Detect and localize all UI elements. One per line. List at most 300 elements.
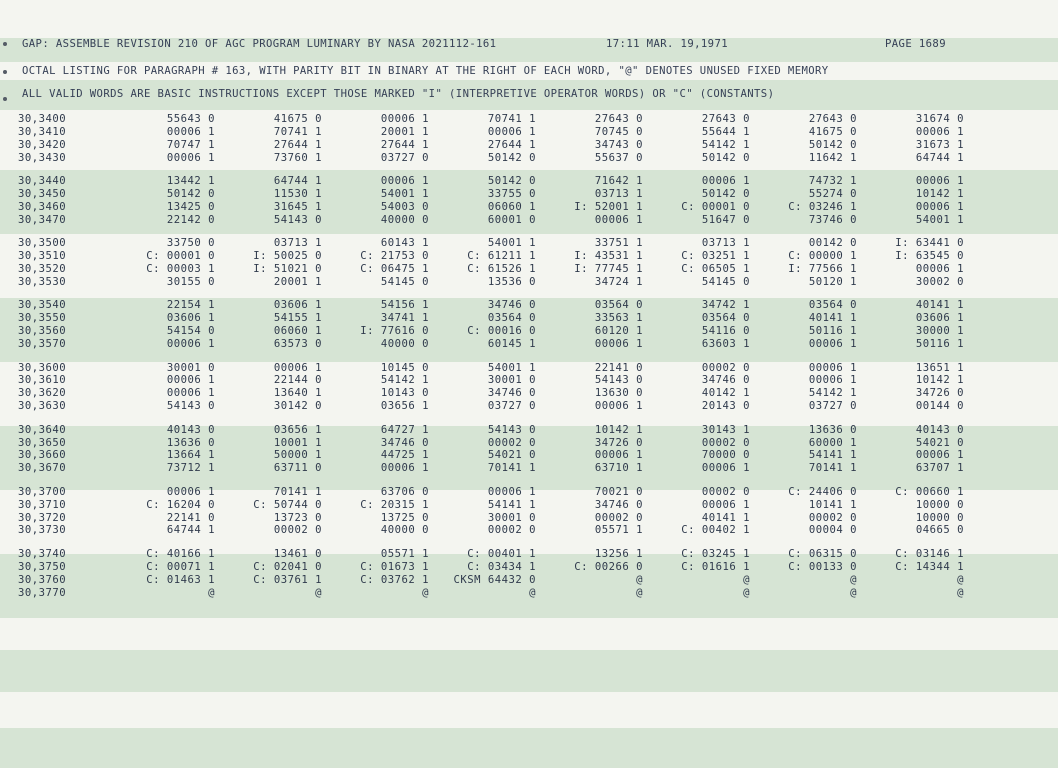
octal-word: 70141 1 — [808, 462, 857, 475]
memory-address: 30,3530 — [18, 275, 67, 288]
octal-word: 30001 0 — [487, 511, 536, 524]
octal-word: @ — [850, 586, 857, 599]
octal-word: 00006 1 — [701, 462, 750, 475]
memory-address: 30,3670 — [18, 462, 67, 475]
memory-address: 30,3450 — [18, 188, 67, 201]
octal-word: 54145 0 — [701, 275, 750, 288]
octal-word: 03713 1 — [594, 188, 643, 201]
listing-row — [18, 587, 964, 600]
memory-address: 30,3460 — [18, 200, 67, 213]
octal-word: 13651 1 — [915, 361, 964, 374]
octal-word: 13636 0 — [166, 436, 215, 449]
octal-word: 34746 0 — [594, 498, 643, 511]
octal-word: 00144 0 — [915, 400, 964, 413]
octal-word: 04665 0 — [915, 524, 964, 537]
octal-word: 33563 1 — [594, 312, 643, 325]
octal-word: 22141 0 — [594, 361, 643, 374]
octal-word: 00006 1 — [915, 200, 964, 213]
octal-word: I: 50025 0 — [253, 250, 322, 263]
octal-word: 20143 0 — [701, 400, 750, 413]
octal-word: 05571 1 — [380, 547, 429, 560]
octal-word: 00006 1 — [808, 374, 857, 387]
octal-word: 54141 1 — [487, 498, 536, 511]
octal-word: 00006 1 — [808, 361, 857, 374]
octal-word: 60143 1 — [380, 237, 429, 250]
listing-row — [18, 113, 964, 126]
octal-word: 64744 1 — [166, 524, 215, 537]
octal-word: 54142 1 — [808, 387, 857, 400]
octal-word: 03656 1 — [273, 423, 322, 436]
listing-row — [18, 214, 964, 227]
octal-word: 40141 1 — [915, 299, 964, 312]
memory-address: 30,3660 — [18, 449, 67, 462]
octal-word: 00002 0 — [273, 524, 322, 537]
octal-word: 60000 1 — [808, 436, 857, 449]
memory-address: 30,3520 — [18, 263, 67, 276]
paper-band — [0, 618, 1058, 650]
octal-word: 03656 1 — [380, 400, 429, 413]
octal-word: 54001 1 — [380, 188, 429, 201]
octal-word: 54021 0 — [487, 449, 536, 462]
octal-word: 60145 1 — [487, 338, 536, 351]
octal-word: 74732 1 — [808, 175, 857, 188]
octal-word: C: 00401 1 — [467, 547, 536, 560]
listing-row — [18, 400, 964, 413]
octal-word: C: 06505 1 — [681, 263, 750, 276]
octal-word: CKSM 64432 0 — [453, 573, 536, 586]
listing-row — [18, 374, 964, 387]
octal-word: C: 16204 0 — [146, 498, 215, 511]
octal-word: C: 40166 1 — [146, 547, 215, 560]
listing-row — [18, 362, 964, 375]
octal-word: C: 00133 0 — [788, 560, 857, 573]
octal-word: 54143 0 — [594, 374, 643, 387]
octal-word: C: 03762 1 — [360, 573, 429, 586]
octal-word: 34746 0 — [487, 299, 536, 312]
listing-row — [18, 524, 964, 537]
octal-word: @ — [636, 573, 643, 586]
listing-row — [18, 188, 964, 201]
octal-word: @ — [743, 586, 750, 599]
octal-word: 54003 0 — [380, 200, 429, 213]
memory-address: 30,3610 — [18, 374, 67, 387]
octal-word: 40143 0 — [915, 423, 964, 436]
octal-word: 00006 1 — [487, 485, 536, 498]
octal-word: 55644 1 — [701, 125, 750, 138]
octal-word: 27643 0 — [594, 113, 643, 125]
octal-word: 00006 1 — [487, 125, 536, 138]
header-note: ALL VALID WORDS ARE BASIC INSTRUCTIONS EXCEPT THOSE MARKED "I" (INTERPRETIVE OPERATOR WORDS) OR "C" (CONSTANTS) — [22, 88, 775, 100]
octal-word: 00006 1 — [594, 449, 643, 462]
listing-row — [18, 263, 964, 276]
octal-word: 00006 1 — [701, 175, 750, 188]
memory-address: 30,3550 — [18, 312, 67, 325]
octal-word: 10000 0 — [915, 498, 964, 511]
octal-word: 27643 0 — [808, 113, 857, 125]
octal-word: 41675 0 — [808, 125, 857, 138]
listing-row — [18, 175, 964, 188]
memory-address: 30,3410 — [18, 125, 67, 138]
feed-hole — [3, 42, 7, 46]
octal-word: I: 51021 0 — [253, 263, 322, 276]
octal-word: 13461 0 — [273, 547, 322, 560]
octal-word: C: 03146 1 — [895, 547, 964, 560]
listing-row — [18, 152, 964, 165]
octal-word: 27644 1 — [487, 138, 536, 151]
octal-word: 54143 0 — [166, 400, 215, 413]
memory-address: 30,3560 — [18, 325, 67, 338]
octal-word: 03606 1 — [166, 312, 215, 325]
octal-word: 00006 1 — [273, 361, 322, 374]
memory-address: 30,3510 — [18, 250, 67, 263]
octal-word: C: 03761 1 — [253, 573, 322, 586]
octal-word: 40141 1 — [808, 312, 857, 325]
octal-word: C: 03245 1 — [681, 547, 750, 560]
memory-address: 30,3620 — [18, 387, 67, 400]
octal-word: C: 00000 1 — [788, 250, 857, 263]
listing-row — [18, 462, 964, 475]
paper-band — [0, 650, 1058, 692]
octal-word: 30000 1 — [915, 325, 964, 338]
octal-word: 70000 0 — [701, 449, 750, 462]
octal-word: 22142 0 — [166, 213, 215, 226]
octal-word: 64744 1 — [915, 151, 964, 164]
group-spacer — [18, 289, 964, 300]
listing-row — [18, 299, 964, 312]
octal-word: 54001 1 — [915, 213, 964, 226]
octal-word: 50142 0 — [808, 138, 857, 151]
listing-row — [18, 201, 964, 214]
octal-word: 00006 1 — [166, 485, 215, 498]
memory-address: 30,3770 — [18, 586, 67, 599]
memory-address: 30,3600 — [18, 361, 67, 374]
octal-word: 50120 1 — [808, 275, 857, 288]
octal-word: 34726 0 — [594, 436, 643, 449]
octal-word: C: 01673 1 — [360, 560, 429, 573]
octal-word: @ — [315, 586, 322, 599]
octal-word: 03727 0 — [380, 151, 429, 164]
octal-word: 22144 0 — [273, 374, 322, 387]
octal-word: 00002 0 — [594, 511, 643, 524]
octal-word: 54021 0 — [915, 436, 964, 449]
octal-word: 27643 0 — [701, 113, 750, 125]
octal-word: 34726 0 — [915, 387, 964, 400]
octal-word: 60001 0 — [487, 213, 536, 226]
octal-word: 63573 0 — [273, 338, 322, 351]
header-title: GAP: ASSEMBLE REVISION 210 OF AGC PROGRAM LUMINARY BY NASA 2021112-161 — [22, 38, 497, 50]
octal-word: 54142 1 — [380, 374, 429, 387]
octal-word: 00006 1 — [166, 387, 215, 400]
listing-row — [18, 574, 964, 587]
octal-word: @ — [529, 586, 536, 599]
octal-word: C: 03434 1 — [467, 560, 536, 573]
octal-word: 13640 1 — [273, 387, 322, 400]
listing-row — [18, 548, 964, 561]
octal-word: 13725 0 — [380, 511, 429, 524]
octal-word: I: 52001 1 — [574, 200, 643, 213]
octal-word: 03564 0 — [487, 312, 536, 325]
octal-word: 00004 0 — [808, 524, 857, 537]
octal-word: 03564 0 — [701, 312, 750, 325]
octal-word: 10145 0 — [380, 361, 429, 374]
octal-word: 34742 1 — [701, 299, 750, 312]
octal-word: C: 06315 0 — [788, 547, 857, 560]
octal-word: C: 00266 0 — [574, 560, 643, 573]
listing-row — [18, 437, 964, 450]
listing-row — [18, 250, 964, 263]
listing-row — [18, 424, 964, 437]
octal-word: @ — [743, 573, 750, 586]
octal-word: 40143 0 — [166, 423, 215, 436]
memory-address: 30,3470 — [18, 213, 67, 226]
octal-word: 00006 1 — [380, 175, 429, 188]
octal-word: 70021 0 — [594, 485, 643, 498]
octal-word: C: 00071 1 — [146, 560, 215, 573]
octal-word: 34746 0 — [380, 436, 429, 449]
octal-word: I: 77616 0 — [360, 325, 429, 338]
octal-word: 00002 0 — [487, 436, 536, 449]
feed-hole — [3, 97, 7, 101]
octal-word: 03713 1 — [701, 237, 750, 250]
octal-word: 70745 0 — [594, 125, 643, 138]
octal-word: 00006 1 — [594, 213, 643, 226]
octal-word: @ — [957, 586, 964, 599]
octal-word: C: 00003 1 — [146, 263, 215, 276]
listing-row — [18, 126, 964, 139]
octal-word: 54143 0 — [487, 423, 536, 436]
octal-word: 60120 1 — [594, 325, 643, 338]
listing-row — [18, 338, 964, 351]
octal-word: 44725 1 — [380, 449, 429, 462]
memory-address: 30,3540 — [18, 299, 67, 312]
octal-word: 00002 0 — [808, 511, 857, 524]
listing-row — [18, 325, 964, 338]
octal-word: 50116 1 — [808, 325, 857, 338]
memory-address: 30,3710 — [18, 498, 67, 511]
octal-word: 00006 1 — [594, 338, 643, 351]
octal-word: C: 20315 1 — [360, 498, 429, 511]
octal-word: 40141 1 — [701, 511, 750, 524]
octal-word: 73712 1 — [166, 462, 215, 475]
group-spacer — [18, 537, 964, 548]
octal-word: 10143 0 — [380, 387, 429, 400]
listing-row — [18, 312, 964, 325]
octal-word: 10001 1 — [273, 436, 322, 449]
octal-word: 70141 1 — [273, 485, 322, 498]
octal-word: 20001 1 — [380, 125, 429, 138]
octal-word: 70741 1 — [487, 113, 536, 125]
octal-word: @ — [208, 586, 215, 599]
octal-word: C: 03251 1 — [681, 250, 750, 263]
octal-word: 00142 0 — [808, 237, 857, 250]
octal-word: 06060 1 — [273, 325, 322, 338]
octal-word: 13636 0 — [808, 423, 857, 436]
octal-word: C: 00016 0 — [467, 325, 536, 338]
octal-word: 54143 0 — [273, 213, 322, 226]
octal-word: 30001 0 — [487, 374, 536, 387]
octal-word: 10142 1 — [915, 374, 964, 387]
octal-word: 54154 0 — [166, 325, 215, 338]
octal-listing-table — [18, 113, 964, 600]
octal-word: 13630 0 — [594, 387, 643, 400]
octal-word: 03564 0 — [594, 299, 643, 312]
octal-word: 13536 0 — [487, 275, 536, 288]
octal-word: 40142 1 — [701, 387, 750, 400]
octal-word: 54141 1 — [808, 449, 857, 462]
octal-word: C: 61526 1 — [467, 263, 536, 276]
octal-word: 73760 1 — [273, 151, 322, 164]
octal-word: 31645 1 — [273, 200, 322, 213]
listing-header — [22, 38, 1052, 50]
octal-word: 00006 1 — [701, 498, 750, 511]
octal-word: 30001 0 — [166, 361, 215, 374]
memory-address: 30,3720 — [18, 511, 67, 524]
paper-band — [0, 0, 1058, 38]
header-subtitle: OCTAL LISTING FOR PARAGRAPH # 163, WITH PARITY BIT IN BINARY AT THE RIGHT OF EACH WORD, "@" DENOTES UNUSED FIXED MEMORY — [22, 65, 829, 77]
octal-word: 00006 1 — [915, 263, 964, 276]
octal-word: 63706 0 — [380, 485, 429, 498]
octal-word: 00002 0 — [701, 485, 750, 498]
octal-word: 54001 1 — [487, 361, 536, 374]
octal-word: C: 61211 1 — [467, 250, 536, 263]
octal-word: 00002 0 — [701, 361, 750, 374]
feed-hole — [3, 70, 7, 74]
octal-word: 63707 1 — [915, 462, 964, 475]
octal-word: 54145 0 — [380, 275, 429, 288]
page-number: PAGE 1689 — [884, 38, 946, 50]
memory-address: 30,3420 — [18, 138, 67, 151]
octal-word: 51647 0 — [701, 213, 750, 226]
octal-word: 13442 1 — [166, 175, 215, 188]
octal-word: 30002 0 — [915, 275, 964, 288]
octal-word: 22141 0 — [166, 511, 215, 524]
listing-row — [18, 276, 964, 289]
octal-word: 00006 1 — [166, 125, 215, 138]
octal-word: 64727 1 — [380, 423, 429, 436]
octal-word: C: 01463 1 — [146, 573, 215, 586]
octal-word: 34724 1 — [594, 275, 643, 288]
octal-word: 63710 1 — [594, 462, 643, 475]
octal-word: 40000 0 — [380, 338, 429, 351]
listing-row — [18, 486, 964, 499]
octal-word: 27644 1 — [273, 138, 322, 151]
octal-listing-body — [18, 113, 964, 600]
octal-word: @ — [850, 573, 857, 586]
octal-word: 40000 0 — [380, 213, 429, 226]
octal-word: 34746 0 — [701, 374, 750, 387]
memory-address: 30,3640 — [18, 423, 67, 436]
octal-word: C: 14344 1 — [895, 560, 964, 573]
paper-band — [0, 692, 1058, 728]
octal-word: I: 77745 1 — [574, 263, 643, 276]
octal-word: I: 63441 0 — [895, 237, 964, 250]
group-spacer — [18, 475, 964, 486]
octal-word: 13425 0 — [166, 200, 215, 213]
memory-address: 30,3740 — [18, 547, 67, 560]
octal-word: C: 02041 0 — [253, 560, 322, 573]
octal-word: 00006 1 — [915, 175, 964, 188]
group-spacer — [18, 413, 964, 424]
octal-word: 05571 1 — [594, 524, 643, 537]
octal-word: 03727 0 — [808, 400, 857, 413]
memory-address: 30,3760 — [18, 573, 67, 586]
octal-word: 30143 1 — [701, 423, 750, 436]
octal-word: C: 50744 0 — [253, 498, 322, 511]
octal-word: 03727 0 — [487, 400, 536, 413]
octal-word: 00006 1 — [380, 113, 429, 125]
group-spacer — [18, 227, 964, 238]
octal-word: 70741 1 — [273, 125, 322, 138]
listing-row — [18, 449, 964, 462]
octal-word: 55637 0 — [594, 151, 643, 164]
octal-word: 50142 0 — [487, 175, 536, 188]
memory-address: 30,3750 — [18, 560, 67, 573]
octal-word: 50142 0 — [487, 151, 536, 164]
octal-word: 34746 0 — [487, 387, 536, 400]
memory-address: 30,3500 — [18, 237, 67, 250]
octal-word: 41675 0 — [273, 113, 322, 125]
octal-word: 00006 1 — [915, 125, 964, 138]
octal-word: 54142 1 — [701, 138, 750, 151]
octal-word: 54156 1 — [380, 299, 429, 312]
octal-word: 30142 0 — [273, 400, 322, 413]
listing-row — [18, 139, 964, 152]
memory-address: 30,3630 — [18, 400, 67, 413]
octal-word: 00006 1 — [594, 400, 643, 413]
octal-word: 55274 0 — [808, 188, 857, 201]
octal-word: 40000 0 — [380, 524, 429, 537]
octal-word: 03606 1 — [915, 312, 964, 325]
octal-word: 00006 1 — [915, 449, 964, 462]
octal-word: C: 03246 1 — [788, 200, 857, 213]
octal-word: 00002 0 — [701, 436, 750, 449]
octal-word: 10141 1 — [808, 498, 857, 511]
octal-word: 64744 1 — [273, 175, 322, 188]
octal-word: @ — [422, 586, 429, 599]
memory-address: 30,3730 — [18, 524, 67, 537]
octal-word: 00006 1 — [808, 338, 857, 351]
memory-address: 30,3570 — [18, 338, 67, 351]
octal-word: 00006 1 — [166, 151, 215, 164]
octal-word: 33750 0 — [166, 237, 215, 250]
octal-word: 54116 0 — [701, 325, 750, 338]
octal-word: 31673 1 — [915, 138, 964, 151]
octal-word: @ — [636, 586, 643, 599]
listing-row — [18, 387, 964, 400]
octal-word: 70747 1 — [166, 138, 215, 151]
octal-word: 54001 1 — [487, 237, 536, 250]
octal-word: 10142 1 — [594, 423, 643, 436]
octal-word: 33751 1 — [594, 237, 643, 250]
octal-word: C: 00001 0 — [681, 200, 750, 213]
octal-word: I: 43531 1 — [574, 250, 643, 263]
octal-word: 06060 1 — [487, 200, 536, 213]
group-spacer — [18, 165, 964, 176]
octal-word: 03713 1 — [273, 237, 322, 250]
octal-word: 34743 0 — [594, 138, 643, 151]
octal-word: 13723 0 — [273, 511, 322, 524]
listing-row — [18, 512, 964, 525]
octal-word: 55643 0 — [166, 113, 215, 125]
octal-word: C: 24406 0 — [788, 485, 857, 498]
header-timestamp: 17:11 MAR. 19,1971 — [606, 38, 729, 50]
octal-word: C: 00001 0 — [146, 250, 215, 263]
octal-word: 31674 0 — [915, 113, 964, 125]
octal-word: 50116 1 — [915, 338, 964, 351]
octal-word: 22154 1 — [166, 299, 215, 312]
listing-row — [18, 499, 964, 512]
octal-word: C: 06475 1 — [360, 263, 429, 276]
